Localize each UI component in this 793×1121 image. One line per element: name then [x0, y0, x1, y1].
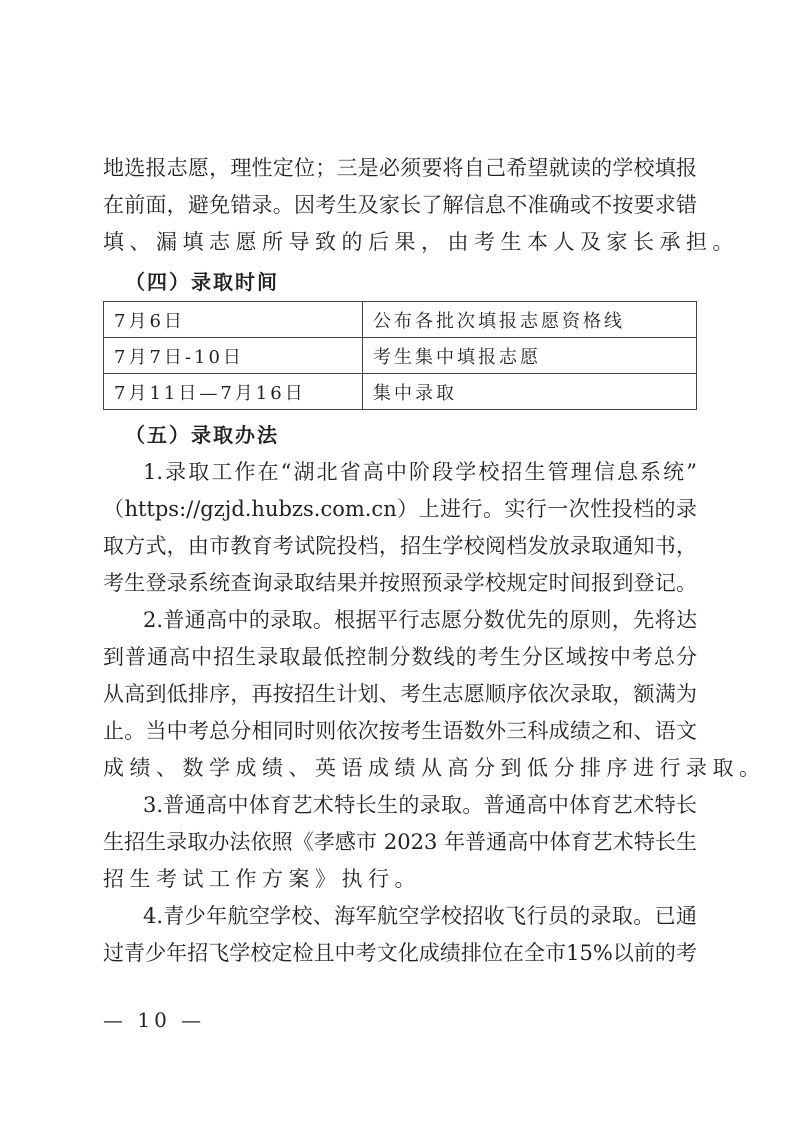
table-cell-event: 公布各批次填报志愿资格线	[363, 302, 697, 338]
text-line: 填、漏填志愿所导致的后果，由考生本人及家长承担。	[103, 230, 739, 254]
text-line: 考生登录系统查询录取结果并按照预录学校规定时间报到登记。	[103, 571, 697, 595]
paragraph-volunteer-notice	[103, 150, 739, 261]
text-line: 过青少年招飞学校定检且中考文化成绩排位在全市15%以前的考	[103, 941, 697, 965]
table-cell-date: 7月11日—7月16日	[104, 374, 363, 410]
text-line: （https://gzjd.hubzs.com.cn）上进行。实行一次性投档的录	[103, 497, 697, 521]
page-number: — 10 —	[103, 1008, 206, 1032]
section-heading-admission-method: （五）录取办法	[125, 423, 279, 447]
table-row	[104, 374, 697, 410]
text-line: 招生考试工作方案》执行。	[103, 867, 421, 891]
text-line: 到普通高中招生录取最低控制分数线的考生分区域按中考总分	[103, 645, 697, 669]
table-row	[104, 338, 697, 374]
text-line: 地选报志愿，理性定位；三是必须要将自己希望就读的学校填报	[103, 156, 697, 180]
text-line: 生招生录取办法依照《孝感市 2023 年普通高中体育艺术特长生	[103, 830, 697, 854]
table-cell-date: 7月7日-10日	[104, 338, 363, 374]
admission-schedule-table	[103, 301, 697, 410]
paragraph-item-1	[103, 454, 697, 602]
paragraph-item-4	[103, 898, 697, 972]
text-line: 在前面，避免错录。因考生及家长了解信息不准确或不按要求错	[103, 193, 697, 217]
text-line: 成绩、数学成绩、英语成绩从高分到低分排序进行录取。	[103, 756, 766, 780]
text-line: 3.普通高中体育艺术特长生的录取。普通高中体育艺术特长	[143, 793, 697, 817]
table-row	[104, 302, 697, 338]
text-line: 从高到低排序，再按招生计划、考生志愿顺序依次录取，额满为	[103, 682, 697, 706]
document-page	[103, 150, 766, 972]
table-cell-event: 考生集中填报志愿	[363, 338, 697, 374]
paragraph-item-3	[103, 787, 697, 898]
table-cell-event: 集中录取	[363, 374, 697, 410]
table-cell-date: 7月6日	[104, 302, 363, 338]
text-line: 取方式，由市教育考试院投档，招生学校阅档发放录取通知书，	[103, 534, 697, 558]
text-line: 止。当中考总分相同时则依次按考生语数外三科成绩之和、语文	[103, 719, 697, 743]
paragraph-item-2	[103, 602, 766, 787]
section-heading-admission-time: （四）录取时间	[125, 270, 279, 294]
text-line: 2.普通高中的录取。根据平行志愿分数优先的原则，先将达	[143, 608, 697, 632]
text-line: 1.录取工作在“湖北省高中阶段学校招生管理信息系统”	[143, 460, 697, 484]
text-line: 4.青少年航空学校、海军航空学校招收飞行员的录取。已通	[143, 904, 697, 928]
